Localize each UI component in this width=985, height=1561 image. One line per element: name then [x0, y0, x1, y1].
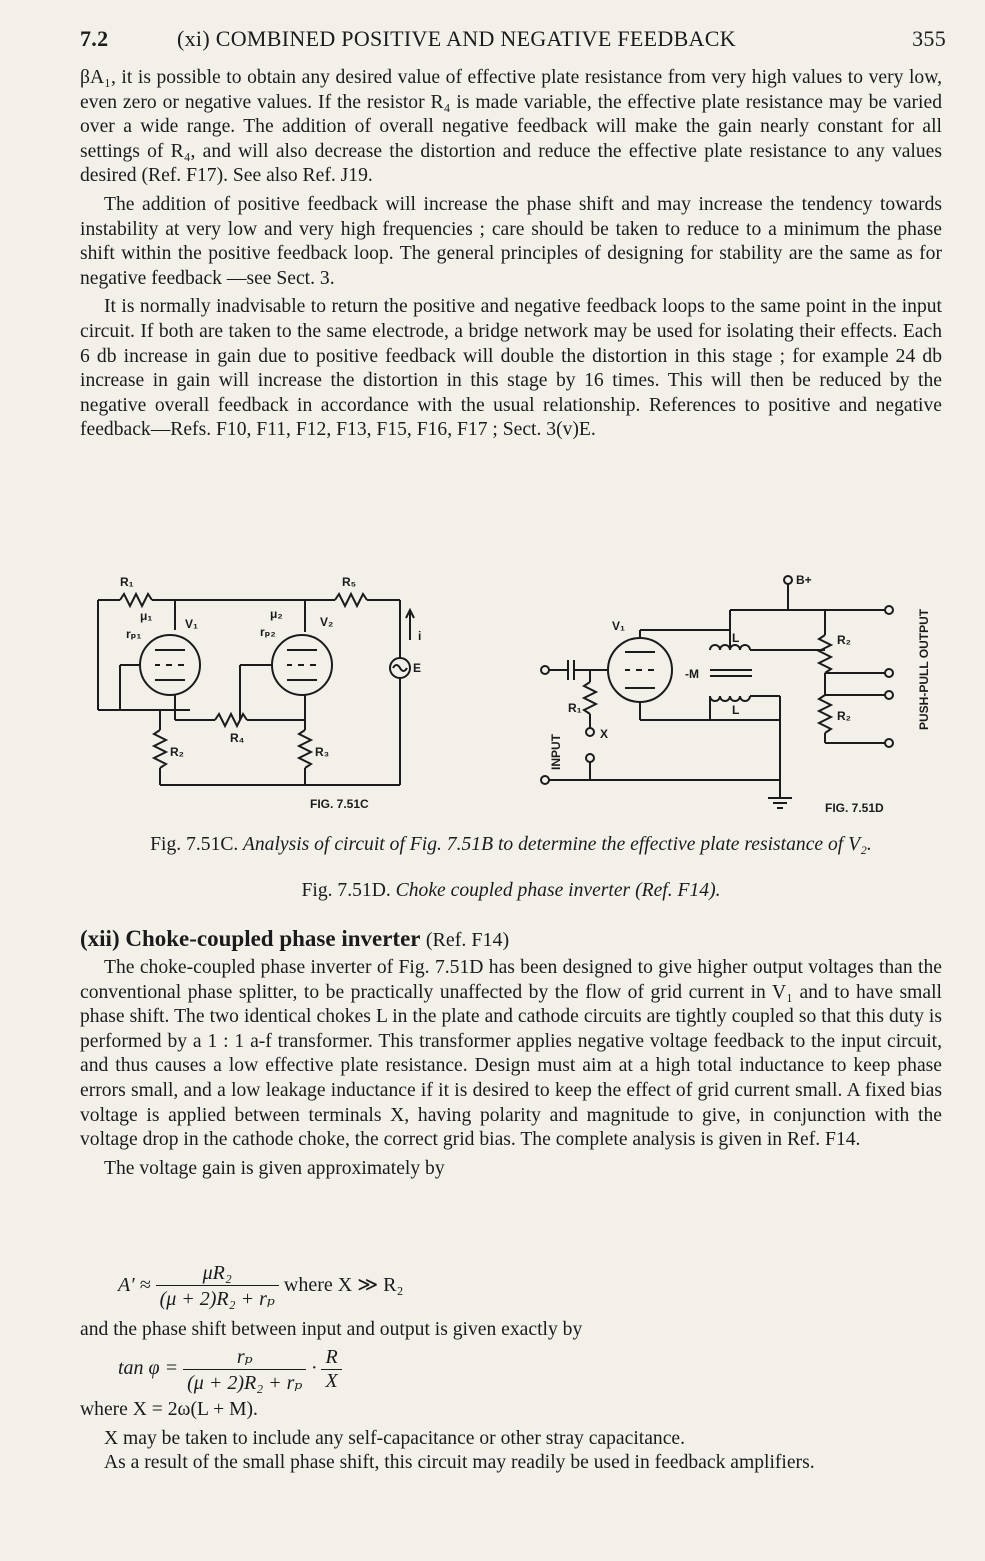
paragraph-2: The addition of positive feedback will increase the phase shift and may increase the tendency towards instability at very low and very high frequencies ; care should be taken to reduce to a minimum the phase shift within the positive feedback loop. The general principles of designing for stability are the same as for negative feedback —see Sect. 3.: [80, 193, 942, 289]
closing-text: [80, 1398, 942, 1476]
eq2-lhs: tan φ =: [118, 1357, 179, 1380]
eq2-fraction-2: [321, 1346, 341, 1393]
label-push-pull-output: PUSH-PULL OUTPUT: [917, 608, 931, 730]
paragraph-9: As a result of the small phase shift, this circuit may readily be used in feedback amplifiers.: [104, 1452, 815, 1474]
page-number: 355: [912, 26, 946, 51]
caption-fig-7-51c: [80, 834, 942, 856]
fig-7-51c-label: FIG. 7.51C: [310, 797, 369, 811]
label-r4: R₄: [230, 731, 245, 745]
label-input: INPUT: [549, 734, 563, 770]
phase-intro: [80, 1318, 942, 1343]
label-mu1: μ₁: [140, 609, 153, 623]
paragraph-7: where X = 2ω(L + M).: [80, 1399, 258, 1420]
label-r1-right: R₁: [568, 701, 582, 715]
eq2-fraction-1: [183, 1344, 306, 1395]
label-l-top: L: [732, 631, 740, 645]
label-r5: R₅: [342, 575, 357, 589]
label-i: i: [418, 629, 422, 643]
section-number: 7.2: [80, 26, 109, 51]
label-r2-lower: R₂: [837, 709, 851, 723]
eq1-denominator: (μ + 2)R₂ + rₚ: [159, 1288, 275, 1310]
fig-7-51d-label: FIG. 7.51D: [825, 801, 884, 815]
section-heading: [80, 926, 942, 952]
eq2-denominator-2: X: [325, 1370, 338, 1392]
eq1-condition: where X ≫ R₂: [283, 1274, 404, 1297]
eq1-fraction: [156, 1262, 279, 1311]
paragraph-8: X may be taken to include any self-capacitance or other stray capacitance.: [104, 1427, 685, 1449]
label-bplus: B+: [796, 573, 812, 587]
label-r3: R₃: [315, 745, 330, 759]
label-r2-upper: R₂: [837, 633, 851, 647]
label-r2-left: R₂: [170, 745, 184, 759]
fig-7-51d-diagram: [541, 576, 893, 808]
paragraph-4: The choke-coupled phase inverter of Fig. 7.51D has been designed to give higher output voltages than the conventional phase splitter, to be practically unaffected by the flow of grid current in V₁ and to have small phase shift. The two identical chokes L in the plate and cathode circuits are tightly coupled so that this duty is performed by a 1 : 1 a-f transformer. This transformer applies negative voltage feedback to the input circuit, and thus causes a low effective plate resistance. Design must aim at a high total inductance to keep phase errors small, and a low leakage inductance if it is desired to keep the effect of grid current small. A fixed bias voltage is applied between terminals X, having polarity and magnitude to give, in conjunction with the voltage drop in the cathode choke, the correct grid bias. The complete analysis is given in Ref. F14.: [80, 957, 942, 1151]
paragraph-6: and the phase shift between input and output is given exactly by: [80, 1319, 583, 1340]
caption-1-prefix: Fig. 7.51C.: [150, 834, 239, 855]
running-header: [80, 26, 946, 56]
label-e: E: [413, 661, 422, 675]
label-x: X: [600, 727, 609, 741]
header-title: (xi) COMBINED POSITIVE AND NEGATIVE FEEDBACK: [177, 26, 736, 51]
label-v1: V₁: [185, 617, 198, 631]
caption-2-text: Choke coupled phase inverter (Ref. F14).: [395, 880, 721, 901]
paragraph-3: It is normally inadvisable to return the positive and negative feedback loops to the same point in the input circuit. If both are taken to the same electrode, a bridge network may be used for isolating their effects. Each 6 db increase in gain due to positive feedback will double the distortion in this stage ; for example 24 db increase in gain will increase the distortion in this stage by 16 times. This will then be reduced by the negative overall feedback in accordance with the usual relationship. References to positive and negative feedback—Refs. F10, F11, F12, F13, F15, F16, F17 ; Sect. 3(v)E.: [80, 296, 942, 441]
caption-fig-7-51d: [80, 880, 942, 902]
lower-text: [80, 956, 942, 1181]
caption-1-text: Analysis of circuit of Fig. 7.51B to determine the effective plate resistance of V₂.: [242, 834, 872, 855]
section-heading-ref: (Ref. F14): [425, 929, 510, 951]
eq2-numerator-2: R: [321, 1346, 341, 1370]
label-v2: V₂: [320, 615, 334, 629]
label-mu2: μ₂: [270, 607, 283, 621]
eq2-denominator: (μ + 2)R₂ + rₚ: [187, 1372, 303, 1394]
paragraph-1: βA₁, it is possible to obtain any desired value of effective plate resistance from very high values to very low, even zero or negative values. If the resistor R₄ is made variable, the effective plate resistance may be varied over a wide range. The addition of overall negative feedback will make the gain nearly constant for all settings of R₄, and will also decrease the distortion and reduce the effective plate resistance to any values desired (Ref. F17). See also Ref. J19.: [80, 67, 942, 187]
label-v1-right: V₁: [612, 619, 625, 633]
equation-gain: [118, 1262, 403, 1311]
label-rp2: rₚ₂: [260, 625, 276, 639]
eq2-numerator: rₚ: [183, 1344, 306, 1370]
paragraph-5: The voltage gain is given approximately by: [104, 1157, 445, 1179]
equation-phase: tan φ = $\frac{\text{rₚ}}{\text{(μ + 2)R₂ + rₚ}}$ · $\frac{R}{X}$: [118, 1344, 342, 1395]
circuit-figures: [80, 570, 945, 825]
eq1-numerator: μR₂: [156, 1262, 279, 1286]
label-r1: R₁: [120, 575, 134, 589]
label-rp1: rₚ₁: [126, 627, 142, 641]
eq1-lhs: A′ ≈: [118, 1274, 151, 1297]
label-m: -M: [685, 667, 699, 681]
caption-2-prefix: Fig. 7.51D.: [301, 880, 391, 901]
upper-text: [80, 66, 942, 443]
section-heading-title: (xii) Choke-coupled phase inverter: [80, 926, 421, 951]
label-l-bottom: L: [732, 703, 740, 717]
